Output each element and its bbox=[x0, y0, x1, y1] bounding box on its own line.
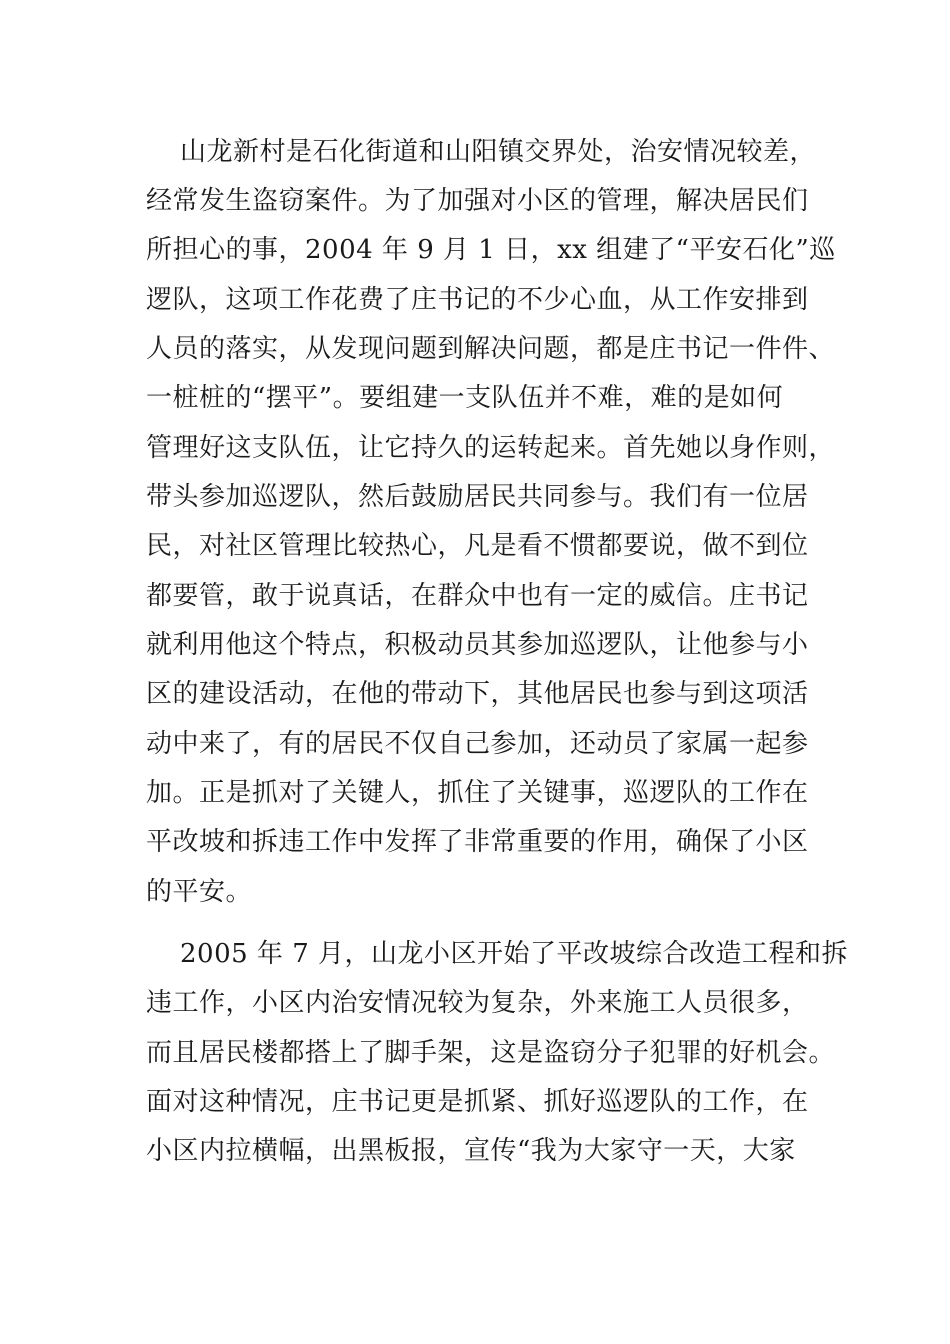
text-line: 就利用他这个特点，积极动员其参加巡逻队，让他参与小 bbox=[146, 630, 809, 660]
text-line: 而且居民楼都搭上了脚手架，这是盗窃分子犯罪的好机会。 bbox=[146, 1038, 836, 1068]
text-line: 区的建设活动，在他的带动下，其他居民也参与到这项活 bbox=[146, 679, 809, 709]
text-line: 违工作，小区内治安情况较为复杂，外来施工人员很多， bbox=[146, 988, 809, 1018]
text-line: 小区内拉横幅，出黑板报，宣传“我为大家守一天，大家 bbox=[146, 1136, 796, 1166]
text-line: 的平安。 bbox=[146, 877, 253, 907]
text-line: 逻队，这项工作花费了庄书记的不少心血，从工作安排到 bbox=[146, 285, 809, 315]
text-line: 都要管，敢于说真话，在群众中也有一定的威信。庄书记 bbox=[146, 581, 809, 611]
text-line: 动中来了，有的居民不仅自己参加，还动员了家属一起参 bbox=[146, 729, 809, 759]
text-line: 民，对社区管理比较热心，凡是看不惯都要说，做不到位 bbox=[146, 531, 809, 561]
text-line: 所担心的事，2004 年 9 月 1 日，xx 组建了“平安石化”巡 bbox=[146, 235, 836, 265]
text-line: 平改坡和拆违工作中发挥了非常重要的作用，确保了小区 bbox=[146, 827, 809, 857]
text-line: 经常发生盗窃案件。为了加强对小区的管理，解决居民们 bbox=[146, 186, 809, 216]
text-line: 带头参加巡逻队，然后鼓励居民共同参与。我们有一位居 bbox=[146, 482, 809, 512]
text-line: 一桩桩的“摆平”。要组建一支队伍并不难，难的是如何 bbox=[146, 383, 784, 413]
text-line: 2005 年 7 月，山龙小区开始了平改坡综合改造工程和拆 bbox=[180, 939, 849, 969]
text-line: 人员的落实，从发现问题到解决问题，都是庄书记一件件、 bbox=[146, 334, 836, 364]
text-line: 管理好这支队伍，让它持久的运转起来。首先她以身作则， bbox=[146, 433, 836, 463]
text-line: 加。正是抓对了关键人，抓住了关键事，巡逻队的工作在 bbox=[146, 778, 809, 808]
text-line: 山龙新村是石化街道和山阳镇交界处，治安情况较差， bbox=[180, 137, 817, 167]
text-line: 面对这种情况，庄书记更是抓紧、抓好巡逻队的工作，在 bbox=[146, 1087, 809, 1117]
